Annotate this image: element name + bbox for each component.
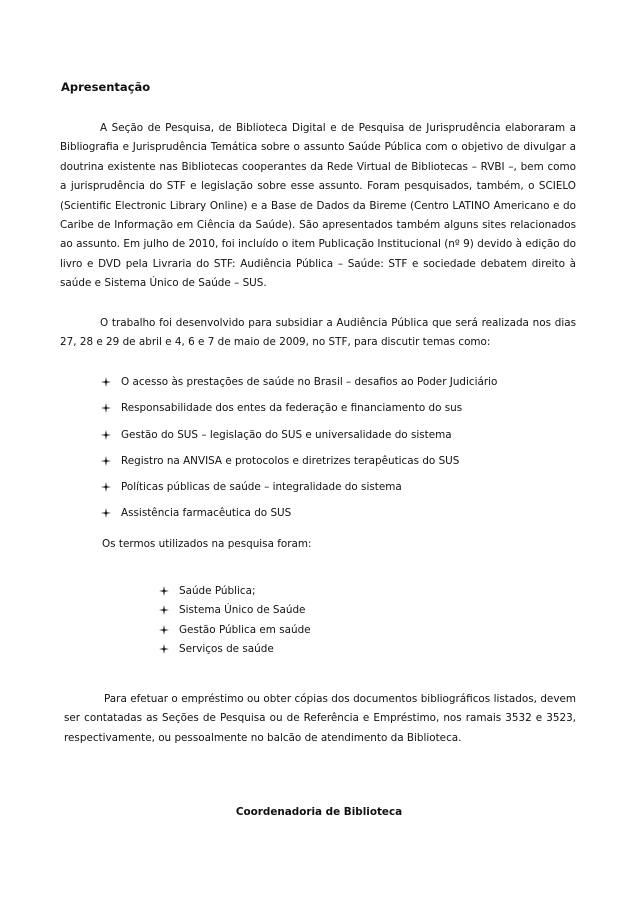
purpose-paragraph: O trabalho foi desenvolvido para subsidiar a Audiência Pública que será realizada nos dias 27, 28 e 29 de abril e 4, 6 e 7 de maio de 2009, no STF, para discutir temas como: (60, 317, 576, 349)
diamond-bullet-icon (159, 644, 169, 654)
themes-list (101, 374, 497, 532)
list-item-label: Saúde Pública; (179, 585, 256, 597)
list-item (101, 505, 497, 531)
terms-label: Os termos utilizados na pesquisa foram: (102, 538, 312, 550)
page-title: Apresentação (61, 80, 151, 94)
diamond-bullet-icon (159, 586, 169, 596)
list-item (159, 583, 311, 602)
signature: Coordenadoria de Biblioteca (235, 806, 403, 818)
diamond-bullet-icon (101, 482, 111, 492)
list-item-label: O acesso às prestações de saúde no Brasil – desafios ao Poder Judiciário (121, 376, 498, 388)
list-item (101, 374, 497, 400)
diamond-bullet-icon (101, 403, 111, 413)
diamond-bullet-icon (159, 605, 169, 615)
diamond-bullet-icon (101, 508, 111, 518)
diamond-bullet-icon (101, 377, 111, 387)
terms-list (159, 583, 311, 661)
list-item-label: Registro na ANVISA e protocolos e diretrizes terapêuticas do SUS (121, 454, 460, 467)
list-item (101, 453, 497, 479)
diamond-bullet-icon (101, 430, 111, 440)
list-item (101, 427, 497, 453)
list-item-label: Serviços de saúde (179, 643, 274, 656)
diamond-bullet-icon (101, 456, 111, 466)
intro-paragraph: A Seção de Pesquisa, de Biblioteca Digital e de Pesquisa de Jurisprudência elaboraram a Bibliografia e Jurisprudência Temática sobre o assunto Saúde Pública com o objetivo de divulgar a doutrina existente nas Bibliotecas cooperantes da Rede Virtual de Bibliotecas – RVBI –, bem como a jurisprudência do STF e legislação sobre esse assunto. Foram pesquisados, também, o SCIELO (Scientific Electronic Library Online) e a Base de Dados da Bireme (Centro LATINO Americano e do Caribe de Informação em Ciência da Saúde). São apresentados também alguns sites relacionados ao assunto. Em julho de 2010, foi incluído o item Publicação Institucional (nº 9) devido à edição do livro e DVD pela Livraria do STF: Audiência Pública – Saúde: STF e sociedade debatem direito à saúde e Sistema Único de Saúde – SUS. (60, 122, 576, 290)
list-item-label: Políticas públicas de saúde – integralidade do sistema (121, 481, 402, 494)
list-item (159, 622, 311, 641)
diamond-bullet-icon (159, 625, 169, 635)
list-item (159, 602, 311, 621)
list-item-label: Assistência farmacêutica do SUS (121, 507, 292, 520)
list-item-label: Sistema Único de Saúde (179, 604, 306, 617)
loan-paragraph: Para efetuar o empréstimo ou obter cópias dos documentos bibliográficos listados, devem ser contatadas as Seções de Pesquisa ou de Referência e Empréstimo, nos ramais 3532 e 3523, respectivamente, ou pessoalmente no balcão de atendimento da Biblioteca. (64, 693, 576, 744)
list-item-label: Gestão do SUS – legislação do SUS e universalidade do sistema (121, 428, 452, 441)
list-item-label: Gestão Pública em saúde (179, 623, 311, 636)
list-item-label: Responsabilidade dos entes da federação e financiamento do sus (121, 402, 463, 415)
list-item (101, 479, 497, 505)
list-item (101, 400, 497, 426)
list-item (159, 641, 311, 660)
